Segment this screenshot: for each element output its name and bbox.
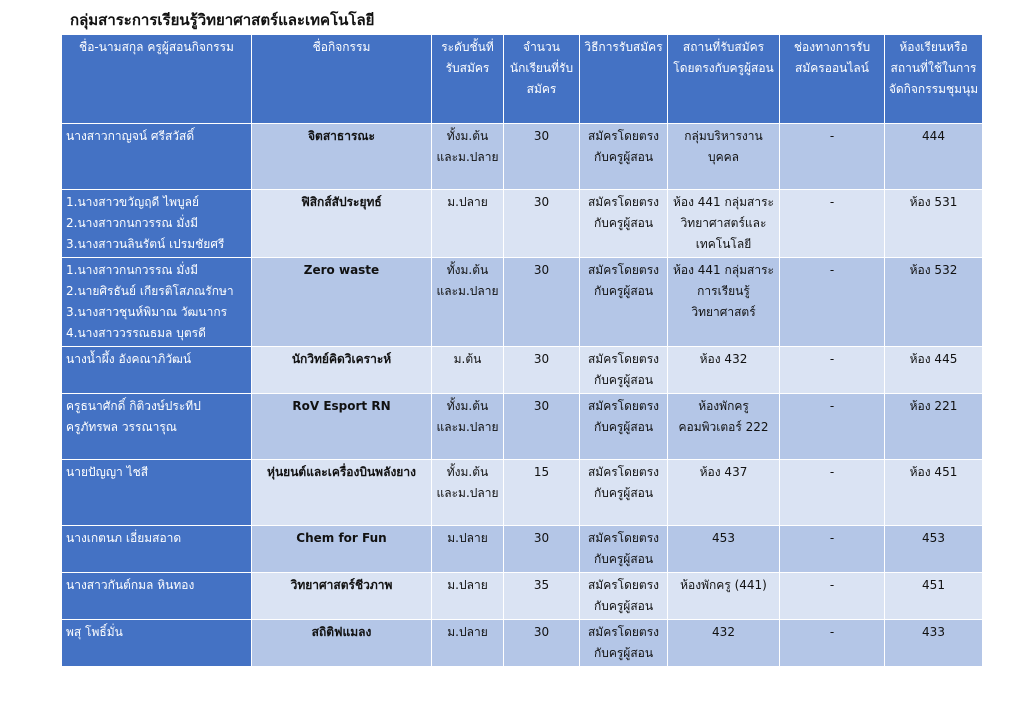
header-online: ช่องทางการรับสมัครออนไลน์ [780,35,885,124]
cell-teacher [62,394,252,460]
cell-online: - [780,573,885,620]
table-row [62,394,983,460]
cell-level: ทั้งม.ต้นและม.ปลาย [432,460,504,526]
table-row [62,190,983,258]
cell-online: - [780,526,885,573]
cell-room: ห้อง 451 [885,460,983,526]
teacher-name: 1.นางสาวขวัญฤดี ไพบูลย์ [66,195,200,209]
cell-activity: Chem for Fun [252,526,432,573]
cell-place: ห้อง 441 กลุ่มสาระวิทยาศาสตร์และเทคโนโลยี [668,190,780,258]
cell-activity: หุ่นยนต์และเครื่องบินพลังยาง [252,460,432,526]
header-count: จำนวนนักเรียนที่รับสมัคร [504,35,580,124]
cell-teacher [62,620,252,667]
header-method: วิธีการรับสมัคร [580,35,668,124]
cell-activity: วิทยาศาสตร์ชีวภาพ [252,573,432,620]
cell-room: ห้อง 532 [885,258,983,347]
cell-place: 432 [668,620,780,667]
cell-online: - [780,124,885,190]
cell-method: สมัครโดยตรงกับครูผู้สอน [580,620,668,667]
cell-teacher [62,190,252,258]
cell-online: - [780,460,885,526]
cell-online: - [780,347,885,394]
cell-level: ม.ปลาย [432,526,504,573]
teacher-name: พสุ โพธิ์มั่น [66,625,123,639]
teacher-name: 4.นางสาววรรณธมล บุตรดี [66,326,206,340]
cell-level: ทั้งม.ต้นและม.ปลาย [432,124,504,190]
cell-activity: สถิติฟแมลง [252,620,432,667]
table-body [62,124,983,667]
table-row [62,258,983,347]
cell-count: 30 [504,526,580,573]
cell-room: 451 [885,573,983,620]
cell-room: 444 [885,124,983,190]
table-row [62,124,983,190]
cell-teacher [62,258,252,347]
cell-level: ม.ต้น [432,347,504,394]
teacher-name: นางน้ำผึ้ง อังคณาภิวัฒน์ [66,352,192,366]
cell-activity: Zero waste [252,258,432,347]
activity-table [61,34,983,667]
cell-level: ม.ปลาย [432,620,504,667]
cell-count: 30 [504,620,580,667]
cell-activity: ฟิสิกส์สัประยุทธ์ [252,190,432,258]
cell-level: ทั้งม.ต้นและม.ปลาย [432,394,504,460]
cell-count: 30 [504,394,580,460]
cell-method: สมัครโดยตรงกับครูผู้สอน [580,124,668,190]
header-teacher: ชื่อ-นามสกุล ครูผู้สอนกิจกรรม [62,35,252,124]
table-row [62,620,983,667]
teacher-name: นายปัญญา ไชสี [66,465,149,479]
cell-online: - [780,258,885,347]
cell-method: สมัครโดยตรงกับครูผู้สอน [580,573,668,620]
cell-online: - [780,394,885,460]
cell-online: - [780,190,885,258]
header-level: ระดับชั้นที่รับสมัคร [432,35,504,124]
cell-method: สมัครโดยตรงกับครูผู้สอน [580,347,668,394]
teacher-name: 2.นางสาวกนกวรรณ มั่งมี [66,216,199,230]
cell-activity: RoV Esport RN [252,394,432,460]
cell-teacher [62,573,252,620]
teacher-name: 3.นางสาวนลินรัตน์ เปรมชัยศรี [66,237,225,251]
cell-room: 433 [885,620,983,667]
cell-method: สมัครโดยตรงกับครูผู้สอน [580,258,668,347]
cell-place: ห้อง 441 กลุ่มสาระการเรียนรู้วิทยาศาสตร์ [668,258,780,347]
cell-online: - [780,620,885,667]
cell-method: สมัครโดยตรงกับครูผู้สอน [580,394,668,460]
cell-place: กลุ่มบริหารงานบุคคล [668,124,780,190]
cell-place: ห้อง 432 [668,347,780,394]
table-row [62,526,983,573]
page-title: กลุ่มสาระการเรียนรู้วิทยาศาสตร์และเทคโนโลยี [70,11,375,29]
teacher-name: ครูธนาศักดิ์ กิติวงษ์ประทีป [66,399,201,413]
cell-count: 15 [504,460,580,526]
teacher-name: ครูภัทรพล วรรณารุณ [66,420,177,434]
header-activity: ชื่อกิจกรรม [252,35,432,124]
cell-room: 453 [885,526,983,573]
teacher-name: 3.นางสาวชุนห์พิมาณ วัฒนากร [66,305,228,319]
teacher-name: นางสาวกันต์กมล หินทอง [66,578,195,592]
teacher-name: 1.นางสาวกนกวรรณ มั่งมี [66,263,199,277]
cell-level: ทั้งม.ต้นและม.ปลาย [432,258,504,347]
cell-level: ม.ปลาย [432,190,504,258]
cell-method: สมัครโดยตรงกับครูผู้สอน [580,526,668,573]
cell-room: ห้อง 531 [885,190,983,258]
table-row [62,573,983,620]
teacher-name: นางเกตนภ เอี่ยมสอาด [66,531,182,545]
table-row [62,460,983,526]
cell-teacher [62,124,252,190]
cell-room: ห้อง 221 [885,394,983,460]
cell-room: ห้อง 445 [885,347,983,394]
cell-method: สมัครโดยตรงกับครูผู้สอน [580,190,668,258]
cell-count: 30 [504,124,580,190]
header-place: สถานที่รับสมัครโดยตรงกับครูผู้สอน [668,35,780,124]
teacher-name: นางสาวกาญจน์ ศรีสวัสดิ์ [66,129,195,143]
cell-place: 453 [668,526,780,573]
cell-method: สมัครโดยตรงกับครูผู้สอน [580,460,668,526]
teacher-name: 2.นายศิรธันย์ เกียรติโสภณรักษา [66,284,234,298]
table-row [62,347,983,394]
cell-teacher [62,460,252,526]
cell-activity: จิตสาธารณะ [252,124,432,190]
cell-place: ห้องพักครูคอมพิวเตอร์ 222 [668,394,780,460]
cell-count: 30 [504,258,580,347]
cell-place: ห้อง 437 [668,460,780,526]
cell-teacher [62,526,252,573]
cell-place: ห้องพักครู (441) [668,573,780,620]
cell-count: 30 [504,347,580,394]
cell-teacher [62,347,252,394]
table-header-row [62,35,983,124]
cell-activity: นักวิทย์คิดวิเคราะห์ [252,347,432,394]
cell-level: ม.ปลาย [432,573,504,620]
header-room: ห้องเรียนหรือสถานที่ใช้ในการจัดกิจกรรมชุมนุม [885,35,983,124]
cell-count: 30 [504,190,580,258]
cell-count: 35 [504,573,580,620]
